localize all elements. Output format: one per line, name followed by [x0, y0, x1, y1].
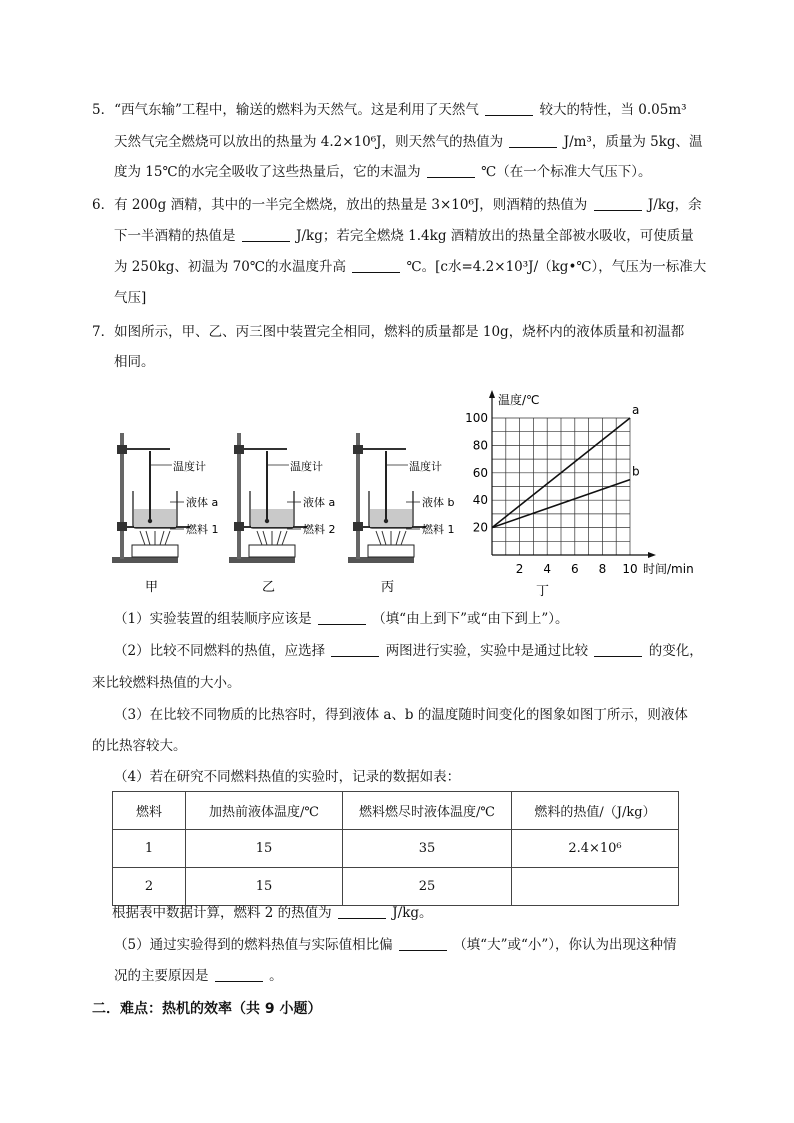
q6-line-1 [92, 195, 702, 215]
table-cell-answer[interactable] [512, 868, 679, 906]
liquid-label: 液体 a [303, 496, 336, 509]
section-heading: 二．难点：热机的效率（共 9 小题） [92, 1001, 322, 1017]
answer-blank[interactable] [318, 610, 366, 625]
x-tick-label: 8 [598, 562, 607, 576]
chart-series [492, 403, 640, 528]
q6-line-3 [114, 257, 706, 277]
q7-sub5 [114, 935, 677, 955]
y-axis-arrow [489, 390, 495, 398]
y-tick-label: 40 [472, 493, 488, 508]
liquid-label: 液体 a [186, 496, 219, 509]
x-tick-label: 10 [622, 562, 638, 576]
fuel-label: 燃料 1 [422, 523, 455, 536]
q7-sub3-cont [92, 736, 187, 756]
figure-caption: 丙 [381, 580, 395, 595]
apparatus-bing [348, 433, 455, 595]
answer-blank[interactable] [331, 642, 379, 657]
thermometer-label: 温度计 [409, 460, 442, 473]
apparatus-jia [112, 433, 219, 595]
chart-ticks [465, 411, 638, 576]
q7-text: （填“由上到下”或“由下到上”）。 [372, 611, 569, 627]
q6-line-4 [114, 288, 146, 308]
series-label-b: b [632, 464, 640, 479]
answer-blank[interactable] [594, 642, 642, 657]
q7-text: （2）比较不同燃料的热值，应选择 [114, 643, 326, 659]
q6-text: 气压] [114, 290, 147, 306]
x-axis-arrow [648, 552, 656, 558]
q7-sub1 [114, 609, 569, 629]
q7-text: 来比较燃料热值的大小。 [92, 675, 241, 691]
graph-caption: 丁 [536, 584, 550, 598]
table-header: 燃料燃尽时液体温度/℃ [343, 792, 512, 830]
table-row [113, 868, 679, 906]
thermometer-label: 温度计 [290, 460, 323, 473]
q7-sub5-cont [114, 966, 283, 986]
table-header: 燃料 [113, 792, 186, 830]
q6-text: J/kg，余 [647, 197, 702, 213]
q7-text: 的比热容较大。 [92, 738, 187, 754]
figure-caption: 乙 [262, 580, 276, 595]
q6-text: 下一半酒精的热值是 [114, 228, 236, 244]
table-row [113, 830, 679, 868]
data-table [112, 791, 679, 906]
q7-text: （1）实验装置的组装顺序应该是 [114, 611, 312, 627]
table-header: 加热前液体温度/℃ [186, 792, 343, 830]
q7-sub2 [114, 641, 703, 661]
q6-text: 为 250kg、初温为 70℃的水温度升高 [114, 259, 346, 275]
table-cell: 25 [343, 868, 512, 906]
q6-text: ℃。[c水=4.2×10³J/（kg•℃），气压为一标准大 [406, 259, 707, 275]
answer-blank[interactable] [242, 227, 290, 242]
q7-text: （3）在比较不同物质的比热容时，得到液体 a、b 的温度随时间变化的图象如图丁所示，则液体 [114, 707, 688, 723]
q7-text: 7．如图所示，甲、乙、丙三图中装置完全相同，燃料的质量都是 10g，烧杯内的液体质量和初温都 [92, 324, 685, 340]
table-cell: 1 [113, 830, 186, 868]
temperature-time-chart [460, 383, 705, 598]
q7-text: （5）通过实验得到的燃料热值与实际值相比偏 [114, 937, 393, 953]
apparatus-yi [229, 433, 336, 595]
y-tick-label: 100 [465, 411, 488, 425]
thermometer-label: 温度计 [173, 460, 206, 473]
q5-text: ℃（在一个标准大气压下）。 [481, 164, 652, 180]
q7-text: J/kg。 [392, 905, 433, 921]
x-axis-label: 时间/min [643, 562, 694, 576]
q5-text: 较大的特性，当 0.05m³ [539, 102, 687, 118]
y-tick-label: 20 [472, 520, 488, 535]
liquid-label: 液体 b [422, 496, 455, 509]
table-header: 燃料的热值/（J/kg） [512, 792, 679, 830]
q5-text: 天然气完全燃烧可以放出的热量为 4.2×10⁶J，则天然气的热值为 [114, 134, 504, 150]
q5-text: 度为 15℃的水完全吸收了这些热量后，它的末温为 [114, 164, 421, 180]
q7-sub3 [114, 705, 688, 725]
x-tick-label: 6 [570, 562, 579, 576]
q5-line-3 [114, 162, 652, 182]
y-tick-label: 60 [472, 465, 488, 480]
answer-blank[interactable] [352, 258, 400, 273]
q7-sub4 [114, 767, 460, 787]
q7-text: 根据表中数据计算，燃料 2 的热值为 [112, 905, 332, 921]
q6-text: 6．有 200g 酒精，其中的一半完全燃烧，放出的热量是 3×10⁶J，则酒精的热值为 [92, 197, 588, 213]
y-axis-label: 温度/℃ [498, 393, 540, 407]
answer-blank[interactable] [485, 101, 533, 116]
q7-after-table [112, 903, 433, 923]
q7-text: （填“大”或“小”），你认为出现这种情 [453, 937, 677, 953]
q7-text: 。 [269, 968, 283, 984]
q7-text: 的变化， [648, 643, 703, 659]
q6-line-2 [114, 226, 694, 246]
x-tick-label: 2 [515, 562, 524, 576]
q5-text: 5．“西气东输”工程中，输送的燃料为天然气。这是利用了天然气 [92, 102, 479, 118]
series-label-a: a [632, 403, 640, 417]
fuel-label: 燃料 1 [186, 523, 219, 536]
table-cell: 15 [186, 868, 343, 906]
q5-text: J/m³，质量为 5kg、温 [563, 134, 703, 150]
answer-blank[interactable] [215, 967, 263, 982]
q7-text: 两图进行实验，实验中是通过比较 [385, 643, 589, 659]
answer-blank[interactable] [594, 196, 642, 211]
table-cell: 2.4×10⁶ [512, 830, 679, 868]
q5-line-1 [92, 100, 687, 120]
q7-sub2-cont [92, 673, 241, 693]
answer-blank[interactable] [399, 936, 447, 951]
q7-intro-2 [114, 352, 155, 372]
q7-intro-1 [92, 322, 684, 342]
table-cell: 35 [343, 830, 512, 868]
apparatus-figures [100, 425, 470, 595]
q7-text: （4）若在研究不同燃料热值的实验时，记录的数据如表： [114, 769, 461, 785]
answer-blank[interactable] [509, 133, 557, 148]
table-header-row [113, 792, 679, 830]
q6-text: J/kg；若完全燃烧 1.4kg 酒精放出的热量全部被水吸收，可使质量 [296, 228, 694, 244]
q7-text: 相同。 [114, 354, 155, 370]
fuel-label: 燃料 2 [303, 523, 336, 536]
chart-axes [489, 390, 656, 558]
table-cell: 2 [113, 868, 186, 906]
figure-caption: 甲 [145, 580, 159, 595]
answer-blank[interactable] [338, 904, 386, 919]
answer-blank[interactable] [427, 163, 475, 178]
table-cell: 15 [186, 830, 343, 868]
x-tick-label: 4 [543, 562, 552, 576]
q5-line-2 [114, 132, 703, 152]
q7-text: 况的主要原因是 [114, 968, 209, 984]
y-tick-label: 80 [472, 438, 488, 453]
